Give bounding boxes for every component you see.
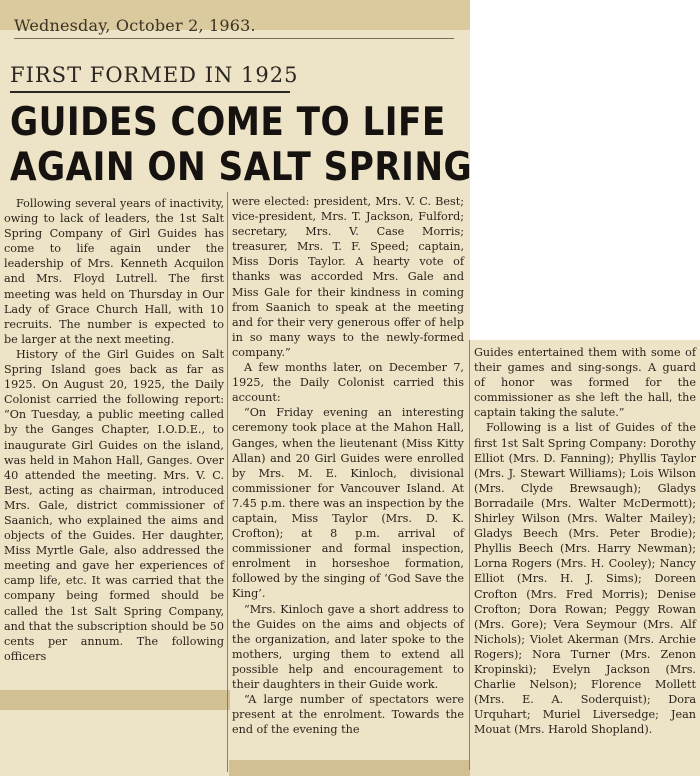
tape-strip-bottom: [229, 760, 470, 776]
kicker-underline: [10, 91, 290, 93]
paragraph: Following is a list of Guides of the first 1st Salt Spring Company: Dorothy Elliot (Mrs. D. Fanning); Phyllis Taylor (Mrs. J. Stewart Williams); Lois Wilson (Mrs. Clyde Brewsaugh); Gladys Borradaile (Mrs. Walter McDermott); Shirley Wilson (Mrs. Walter Mailey); Gladys Beech (Mrs. Peter Brodie); Phyllis Beech (Mrs. Harry Newman); Lorna Rogers (Mrs. H. Cooley); Nancy Elliot (Mrs. H. J. Sims); Doreen Crofton (Mrs. Fred Morris); Denise Crofton; Dora Rowan; Peggy Rowan (Mrs. Gore); Vera Seymour (Mrs. Alf Nichols); Violet Akerman (Mrs. Archie Rogers); Nora Turner (Mrs. Zenon Kropinski); Evelyn Jackson (Mrs. Charlie Nelson); Florence Mollett (Mrs. E. A. Soderquist); Dora Urquhart; Muriel Liversedge; Jean Mouat (Mrs. Harold Shopland).: [474, 421, 696, 737]
paragraph: “A large number of spectators were present at the enrolment. Towards the end of the evening the: [232, 693, 464, 737]
article-column-3: [474, 345, 696, 737]
headline-line-2: AGAIN ON SALT SPRING: [10, 145, 473, 190]
kicker: FIRST FORMED IN 1925: [10, 63, 299, 87]
tape-strip-left: [0, 690, 230, 710]
article-column-1: [4, 196, 224, 664]
headline: [10, 100, 472, 190]
paragraph: A few months later, on December 7, 1925, the Daily Colonist carried this account:: [232, 361, 464, 405]
paragraph: History of the Girl Guides on Salt Spring Island goes back as far as 1925. On August 20, 1925, the Daily Colonist carried the following report: “On Tuesday, a public meeting called by the Ganges Chapter, I.O.D.E., to inaugurate Girl Guides on the island, was held in Mahon Hall, Ganges. Over 40 attended the meeting. Mrs. V. C. Best, acting as chairman, introduced Mrs. Gale, district commissioner of Saanich, who explained the aims and objects of the Guides. Her daughter, Miss Myrtle Gale, also addressed the meeting and gave her experiences of camp life, etc. It was carried that the company being formed should be called the 1st Salt Spring Company, and that the subscription should be 50 cents per annum. The following officers: [4, 347, 224, 663]
paragraph: Following several years of inactivity, owing to lack of leaders, the 1st Salt Spring Company of Girl Guides has come to life again under the leadership of Mrs. Kenneth Acquilon and Mrs. Floyd Lutrell. The first meeting was held on Thursday in Our Lady of Grace Church Hall, with 10 recruits. The number is expected to be larger at the next meeting.: [4, 197, 224, 346]
paragraph: were elected: president, Mrs. V. C. Best; vice-president, Mrs. T. Jackson, Fulford; secretary, Mrs. V. Case Morris; treasurer, Mrs. T. F. Speed; captain, Miss Doris Taylor. A hearty vote of thanks was accorded Mrs. Gale and Miss Gale for their kindness in coming from Saanich to speak at the meeting and for their very generous offer of help in so many ways to the newly-formed company.”: [232, 195, 464, 359]
paragraph: “On Friday evening an interesting ceremony took place at the Mahon Hall, Ganges, when the lieutenant (Miss Kitty Allan) and 20 Girl Guides were enrolled by Mrs. M. E. Kinloch, divisional commissioner for Vancouver Island. At 7.45 p.m. there was an inspection by the captain, Miss Taylor (Mrs. D. K. Crofton); at 8 p.m. arrival of commissioner and formal inspection, enrolment in horseshoe formation, followed by the singing of ‘God Save the King’.: [232, 406, 464, 601]
dateline: Wednesday, October 2, 1963.: [14, 16, 256, 35]
dateline-rule: [14, 38, 454, 39]
column-divider: [227, 192, 228, 772]
paragraph: “Mrs. Kinloch gave a short address to the Guides on the aims and objects of the organization, and later spoke to the mothers, urging them to extend all possible help and encouragement to their daughters in their Guide work.: [232, 602, 464, 691]
article-column-2: [232, 194, 464, 737]
paragraph: Guides entertained them with some of their games and sing-songs. A guard of honor was formed for the commissioner as she left the hall, the captain taking the salute.”: [474, 346, 696, 420]
column-divider: [469, 340, 470, 770]
headline-line-1: GUIDES COME TO LIFE: [10, 100, 446, 145]
